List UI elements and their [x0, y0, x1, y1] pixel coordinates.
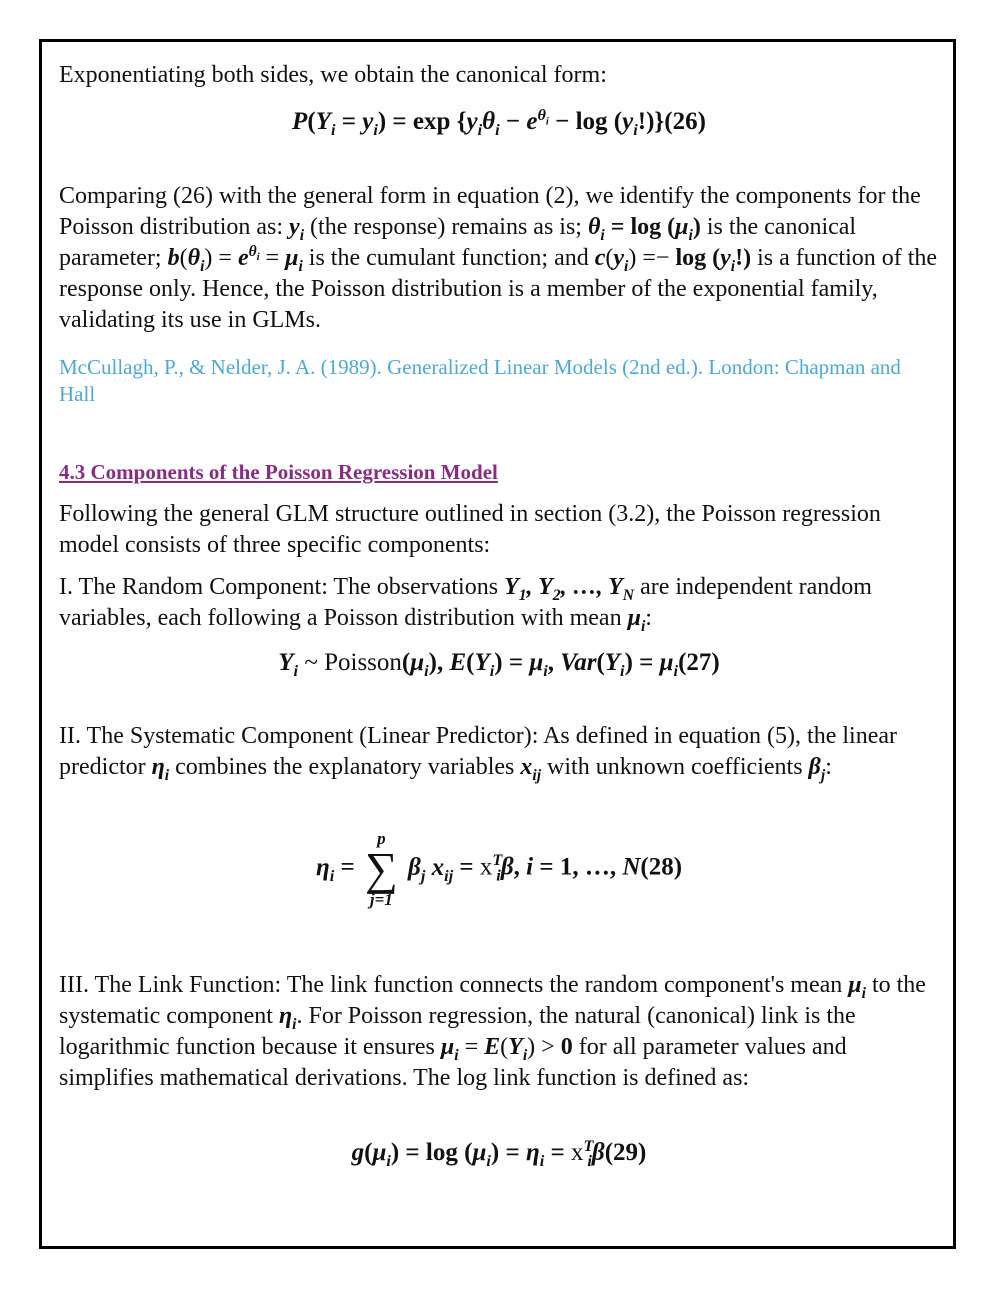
- text-span: to the systematic component: [59, 972, 926, 1029]
- text-span: I. The Random Component: The observations: [59, 574, 505, 600]
- text-span: for all parameter values and simplifies mathematical derivations. The log link function is defined as:: [59, 1034, 847, 1091]
- eq29-number: (29): [604, 1139, 647, 1166]
- text-span: combines the explanatory variables: [169, 754, 521, 780]
- equation-26: $P(Y_i = y_i) = \exp \{y_i\theta_i - e^{\theta_i} - \log (y_i!)\}(26)$: [292, 105, 706, 139]
- section-heading: 4.3 Components of the Poisson Regression Model: [59, 460, 498, 484]
- text-span: :: [645, 605, 652, 631]
- reference-citation: McCullagh, P., & Nelder, J. A. (1989). Generalized Linear Models (2nd ed.). London: Chapman and Hall: [59, 355, 901, 406]
- equation-29: $g(\mu_i) = \log (\mu_i) = \eta_i = x^T_i\beta(29)$: [351, 1136, 647, 1170]
- link-function-paragraph: III. The Link Function: The link function connects the random component's mean $\mu_i$ to the systematic component $\eta_i$. For Poisson regression, the natural (canonical) link is the logarithmic function because it ensures $\mu_i = E(Y_i) > 0$ for all parameter values and simplifies mathematical derivations. The log link function is defined as:: [59, 972, 926, 1091]
- text-span: Comparing (26) with the general form in equation (2), we identify the components for the Poisson distribution as:: [59, 183, 921, 240]
- equation-28: $\eta_i$ = p ∑ j=1 $\beta_j$ $x_{ij} = x^T_i\beta$, i = 1, …, N(28): [315, 829, 683, 909]
- intro-paragraph: Exponentiating both sides, we obtain the canonical form:: [59, 62, 607, 88]
- equation-27: $Y_i$ ~ $Poisson(\mu_i)$, $E(Y_i) = \mu_i$, $Var(Y_i) = \mu_i(27)$: [278, 649, 720, 680]
- glm-structure-paragraph: Following the general GLM structure outlined in section (3.2), the Poisson regression model consists of three specific components:: [59, 501, 881, 558]
- components-paragraph: Comparing (26) with the general form in equation (2), we identify the components for the Poisson distribution as: $y_i$ (the response) remains as is; $\theta_i = \log (\mu_i)$ is the canonical parameter; $b(\theta_i) = e^{\theta_i} = \mu_i$ is the cumulant function; and $c(y_i) =- \log (y_i!)$ is a function of the response only. Hence, the Poisson distribution is a member of the exponential family, validating its use in GLMs.: [59, 183, 938, 333]
- text-span: :: [825, 754, 832, 780]
- poisson-word: Poisson: [324, 649, 402, 676]
- text-span: is the cumulant function; and: [302, 245, 595, 271]
- summation-symbol: p ∑ j=1: [364, 829, 398, 909]
- text-span: (the response) remains as is;: [304, 214, 588, 240]
- text-span: . For Poisson regression, the natural (canonical) link is the logarithmic function because it ensures: [59, 1003, 856, 1060]
- eq28-number: (28): [640, 853, 683, 881]
- text-span: III. The Link Function: The link function connects the random component's mean: [59, 972, 849, 998]
- systematic-component-paragraph: II. The Systematic Component (Linear Predictor): As defined in equation (5), the linear predictor $\eta_i$ combines the explanatory variables $x_{ij}$ with unknown coefficients $\beta_j$:: [59, 723, 897, 784]
- text-span: is a function of the response only. Hence, the Poisson distribution is a member of the exponential family, validating its use in GLMs.: [59, 245, 938, 333]
- text-span: is the canonical parameter;: [59, 214, 857, 271]
- eq27-number: (27): [678, 649, 720, 676]
- text-span: II. The Systematic Component (Linear Predictor): As defined in equation (5), the linear predictor: [59, 723, 897, 780]
- random-component-paragraph: I. The Random Component: The observations $Y_1$, $Y_2$, …, $Y_N$ are independent random variables, each following a Poisson distribution with mean $\mu_i$:: [59, 574, 872, 635]
- text-span: with unknown coefficients: [541, 754, 809, 780]
- eq26-number: (26): [664, 108, 706, 135]
- text-span: are independent random variables, each following a Poisson distribution with mean: [59, 574, 872, 631]
